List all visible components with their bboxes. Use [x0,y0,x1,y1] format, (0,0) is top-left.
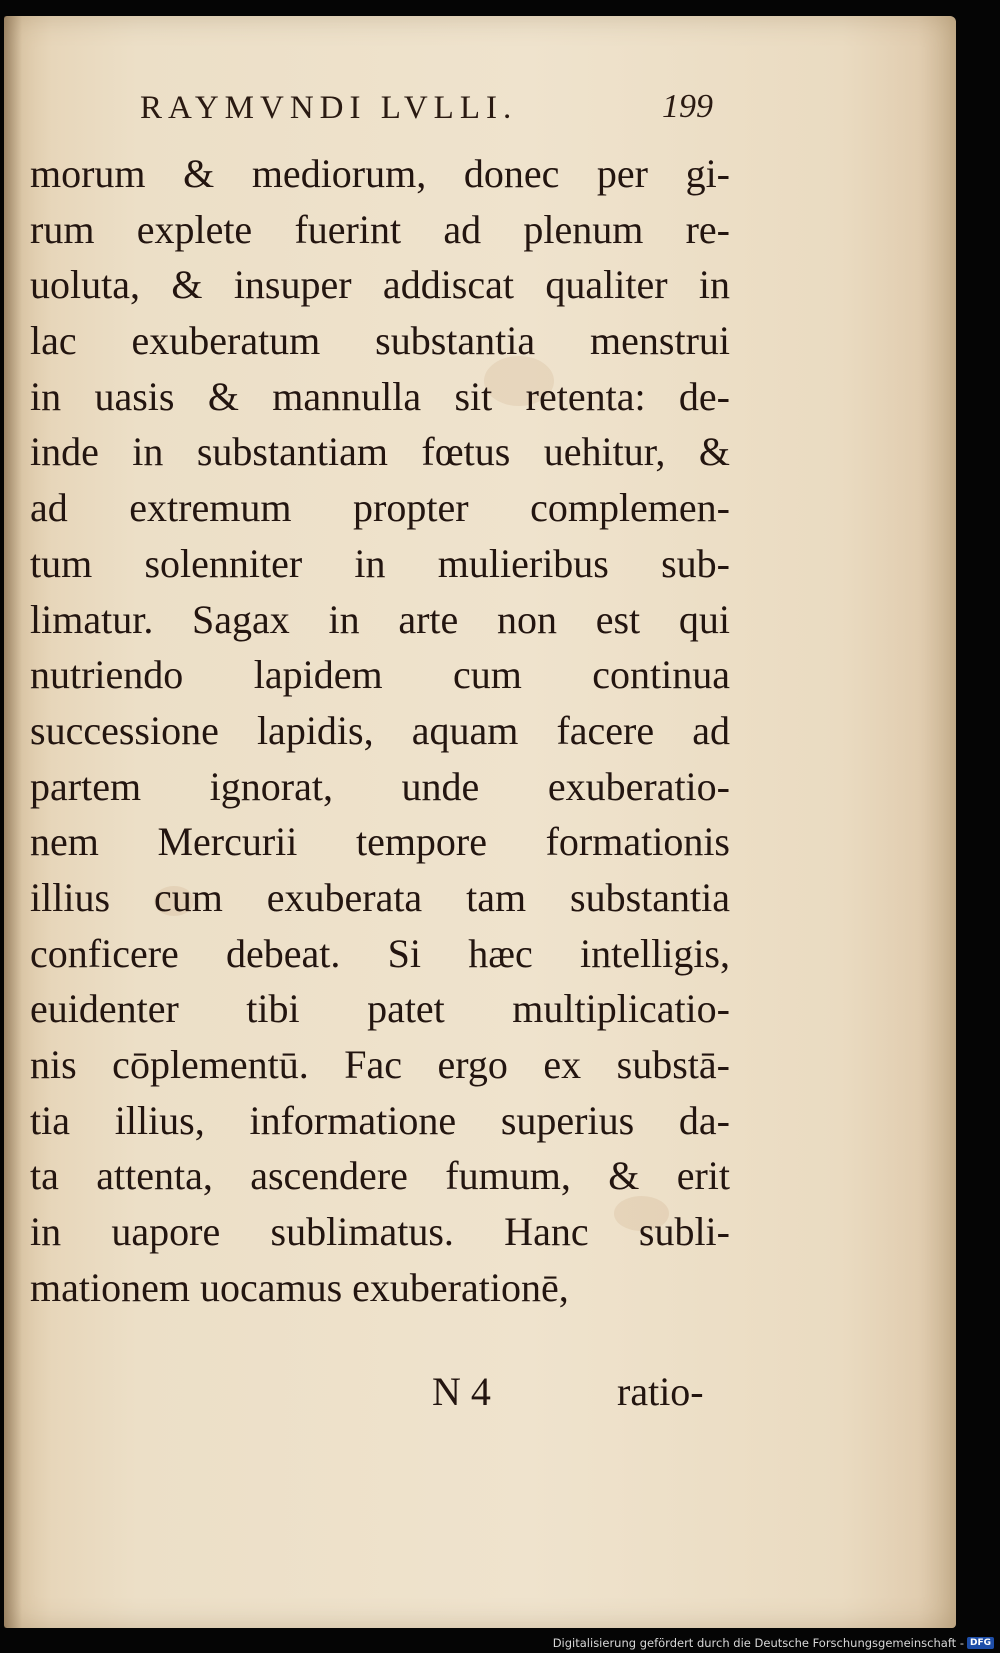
text-line: partem ignorat, unde exuberatio- [30,763,730,809]
text-line: inde in substantiam fœtus uehitur, & [30,429,730,475]
text-line: in uapore sublimatus. Hanc subli- [30,1209,730,1255]
text-line: tum solenniter in mulieribus sub- [30,540,730,586]
text-line: nis cōplementū. Fac ergo ex substā- [30,1042,730,1087]
body-text [30,146,730,1315]
text-line: morum & mediorum, donec per gi- [30,151,730,196]
text-line: nutriendo lapidem cum continua [30,652,730,698]
text-line: successione lapidis, aquam facere ad [30,707,730,753]
text-line: uoluta, & insuper addiscat qualiter in [30,262,730,308]
text-line: ad extremum propter complemen- [30,485,730,531]
catchword: ratio- [617,1369,704,1414]
text-line: nem Mercurii tempore formationis [30,819,730,865]
text-line: lac exuberatum substantia menstrui [30,318,730,364]
text-line: euidenter tibi patet multiplicatio- [30,986,730,1032]
text-line: limatur. Sagax in arte non est qui [30,596,730,642]
text-line: tia illius, informatione superius da- [30,1097,730,1143]
text-line: illius cum exuberata tam substantia [30,874,730,920]
signature-mark: N 4 [432,1369,491,1414]
digitization-credit [553,1636,994,1650]
running-title: RAYMVNDI LVLLI. [140,90,518,126]
dfg-logo: DFG [967,1637,994,1649]
text-line: in uasis & mannulla sit retenta: de- [30,373,730,419]
page-footer [30,1368,730,1428]
page-header [30,86,730,136]
text-line: mationem uocamus exuberationē, [30,1264,569,1310]
page-number: 199 [662,88,713,125]
credit-text: Digitalisierung gefördert durch die Deutsche Forschungsgemeinschaft - [552,1636,964,1650]
text-line: ta attenta, ascendere fumum, & erit [30,1153,730,1199]
text-line: rum explete fuerint ad plenum re- [30,206,730,252]
text-line: conficere debeat. Si hæc intelligis, [30,930,730,976]
